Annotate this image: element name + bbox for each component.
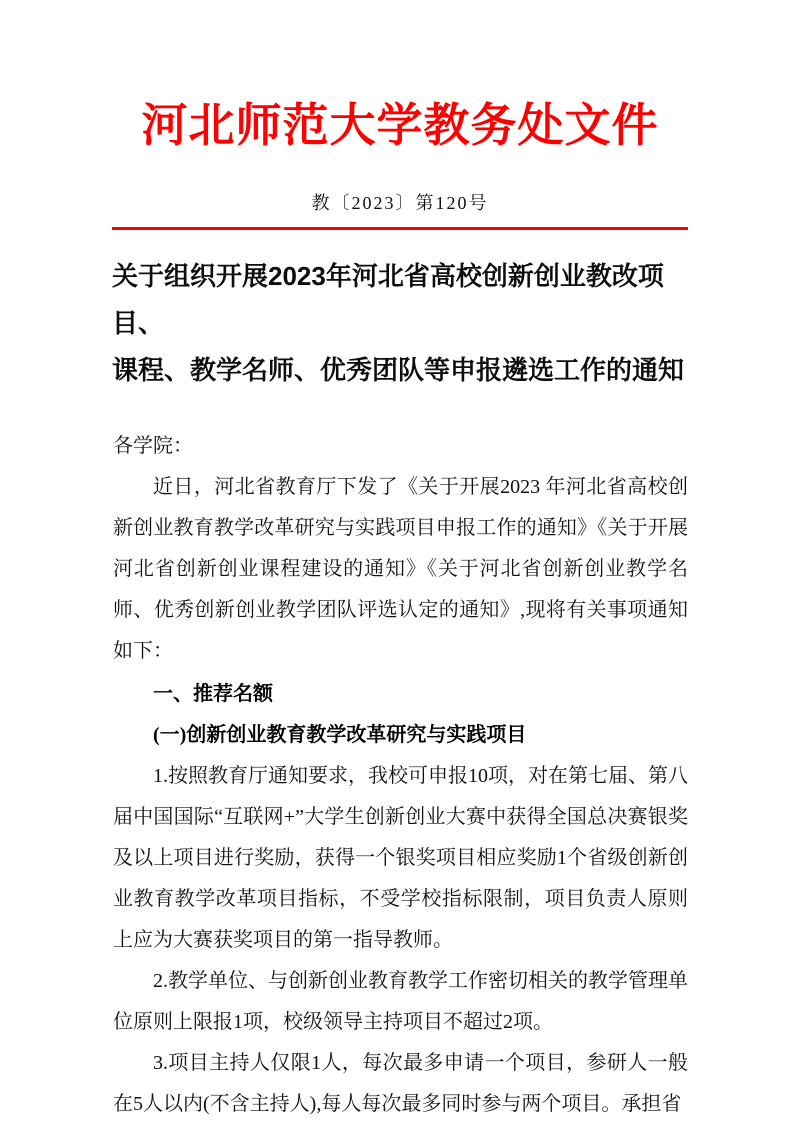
salutation: 各学院： <box>113 435 193 458</box>
subsection-heading-reform-projects: (一)创新创业教育教学改革研究与实践项目 <box>153 724 527 747</box>
section-heading-quota: 一、推荐名额 <box>153 683 273 706</box>
notice-title-line-2: 课程、教学名师、优秀团队等申报遴选工作的通知 <box>112 355 685 386</box>
notice-title <box>112 253 688 394</box>
document-body <box>113 426 688 1125</box>
notice-title-line-1: 关于组织开展2023年河北省高校创新创业教改项目、 <box>112 261 664 339</box>
document-header-title: 河北师范大学教务处文件 <box>141 100 659 151</box>
intro-paragraph: 近日，河北省教育厅下发了《关于开展2023 年河北省高校创新创业教育教学改革研究与实践项目申报工作的通知》《关于开展河北省创新创业课程建设的通知》《关于河北省创新创业教学名师、优秀创新创业教学团队评选认定的通知》,现将有关事项通知如下： <box>113 476 688 663</box>
document-number: 教〔2023〕第120号 <box>311 193 489 214</box>
list-item-1: 1.按照教育厅通知要求，我校可申报10项，对在第七届、第八届中国国际“互联网+”大学生创新创业大赛中获得全国总决赛银奖及以上项目进行奖励，获得一个银奖项目相应奖励1个省级创新创业教育教学改革项目指标，不受学校指标限制，项目负责人原则上应为大赛获奖项目的第一指导教师。 <box>113 765 688 952</box>
header-divider-rule <box>112 227 688 230</box>
list-item-3: 3.项目主持人仅限1人，每次最多申请一个项目，参研人一般在5人以内(不含主持人),每人每次最多同时参与两个项目。承担省 <box>113 1052 688 1116</box>
list-item-2: 2.教学单位、与创新创业教育教学工作密切相关的教学管理单位原则上限报1项，校级领导主持项目不超过2项。 <box>113 970 688 1034</box>
